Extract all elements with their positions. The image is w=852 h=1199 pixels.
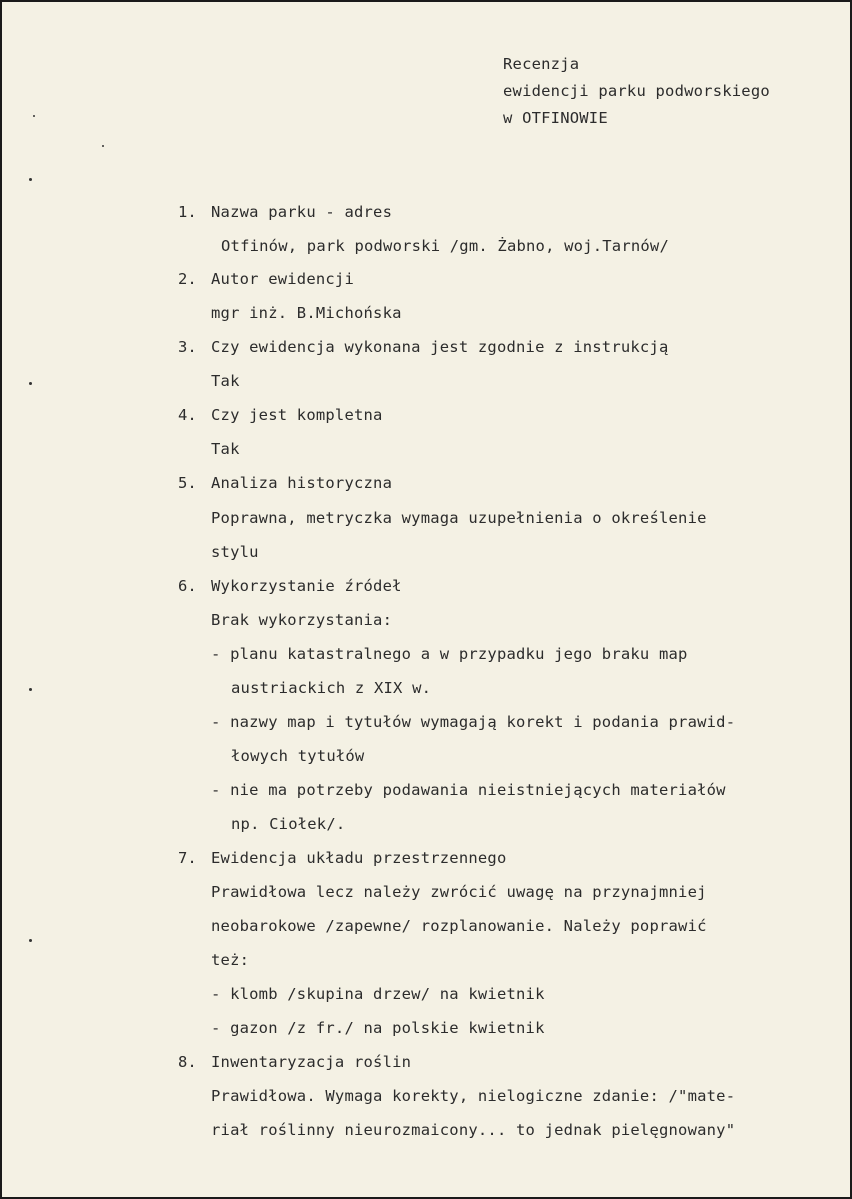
section-number: 8. (178, 1053, 197, 1071)
section-title: Czy jest kompletna (211, 406, 383, 424)
section-number: 4. (178, 406, 197, 424)
section-title: Wykorzystanie źródeł (211, 577, 402, 595)
section-number: 5. (178, 474, 197, 492)
section-number: 3. (178, 338, 197, 356)
section-number: 2. (178, 270, 197, 288)
section-number: 7. (178, 849, 197, 867)
section-body-line: stylu (211, 543, 259, 561)
scan-speck (29, 688, 32, 691)
section-body-line: neobarokowe /zapewne/ rozplanowanie. Należy poprawić (211, 917, 707, 935)
section-title: Nazwa parku - adres (211, 203, 393, 221)
header-line-1: Recenzja (503, 55, 580, 73)
scan-speck (33, 115, 35, 117)
scan-speck (102, 145, 104, 147)
section-number: 1. (178, 203, 197, 221)
section-body-line: Prawidłowa. Wymaga korekty, nielogiczne zdanie: /"mate- (211, 1087, 736, 1105)
section-body-line: Prawidłowa lecz należy zwrócić uwagę na przynajmniej (211, 883, 707, 901)
section-title: Autor ewidencji (211, 270, 354, 288)
scan-speck (29, 382, 32, 385)
section-body-line: - gazon /z fr./ na polskie kwietnik (211, 1019, 545, 1037)
section-body-line: austriackich z XIX w. (231, 679, 432, 697)
section-body-line: np. Ciołek/. (231, 815, 346, 833)
section-body-line: też: (211, 951, 250, 969)
header-line-3: w OTFINOWIE (503, 109, 608, 127)
section-body-line: Tak (211, 440, 240, 458)
scan-speck (29, 939, 32, 942)
section-body-line: - planu katastralnego a w przypadku jego braku map (211, 645, 688, 663)
section-body-line: łowych tytułów (231, 747, 365, 765)
section-title: Inwentaryzacja roślin (211, 1053, 412, 1071)
section-body-line: Otfinów, park podworski /gm. Żabno, woj.Tarnów/ (221, 237, 669, 255)
section-body-line: - nie ma potrzeby podawania nieistniejących materiałów (211, 781, 726, 799)
section-body-line: - klomb /skupina drzew/ na kwietnik (211, 985, 545, 1003)
section-title: Ewidencja układu przestrzennego (211, 849, 507, 867)
section-body-line: riał roślinny nieurozmaicony... to jednak pielęgnowany" (211, 1121, 736, 1139)
section-title: Analiza historyczna (211, 474, 393, 492)
header-line-2: ewidencji parku podworskiego (503, 82, 770, 100)
section-body-line: mgr inż. B.Michońska (211, 304, 402, 322)
section-body-line: Tak (211, 372, 240, 390)
section-number: 6. (178, 577, 197, 595)
section-body-line: - nazwy map i tytułów wymagają korekt i podania prawid- (211, 713, 736, 731)
section-body-line: Brak wykorzystania: (211, 611, 393, 629)
section-title: Czy ewidencja wykonana jest zgodnie z instrukcją (211, 338, 669, 356)
scan-speck (29, 178, 32, 181)
section-body-line: Poprawna, metryczka wymaga uzupełnienia o określenie (211, 509, 707, 527)
